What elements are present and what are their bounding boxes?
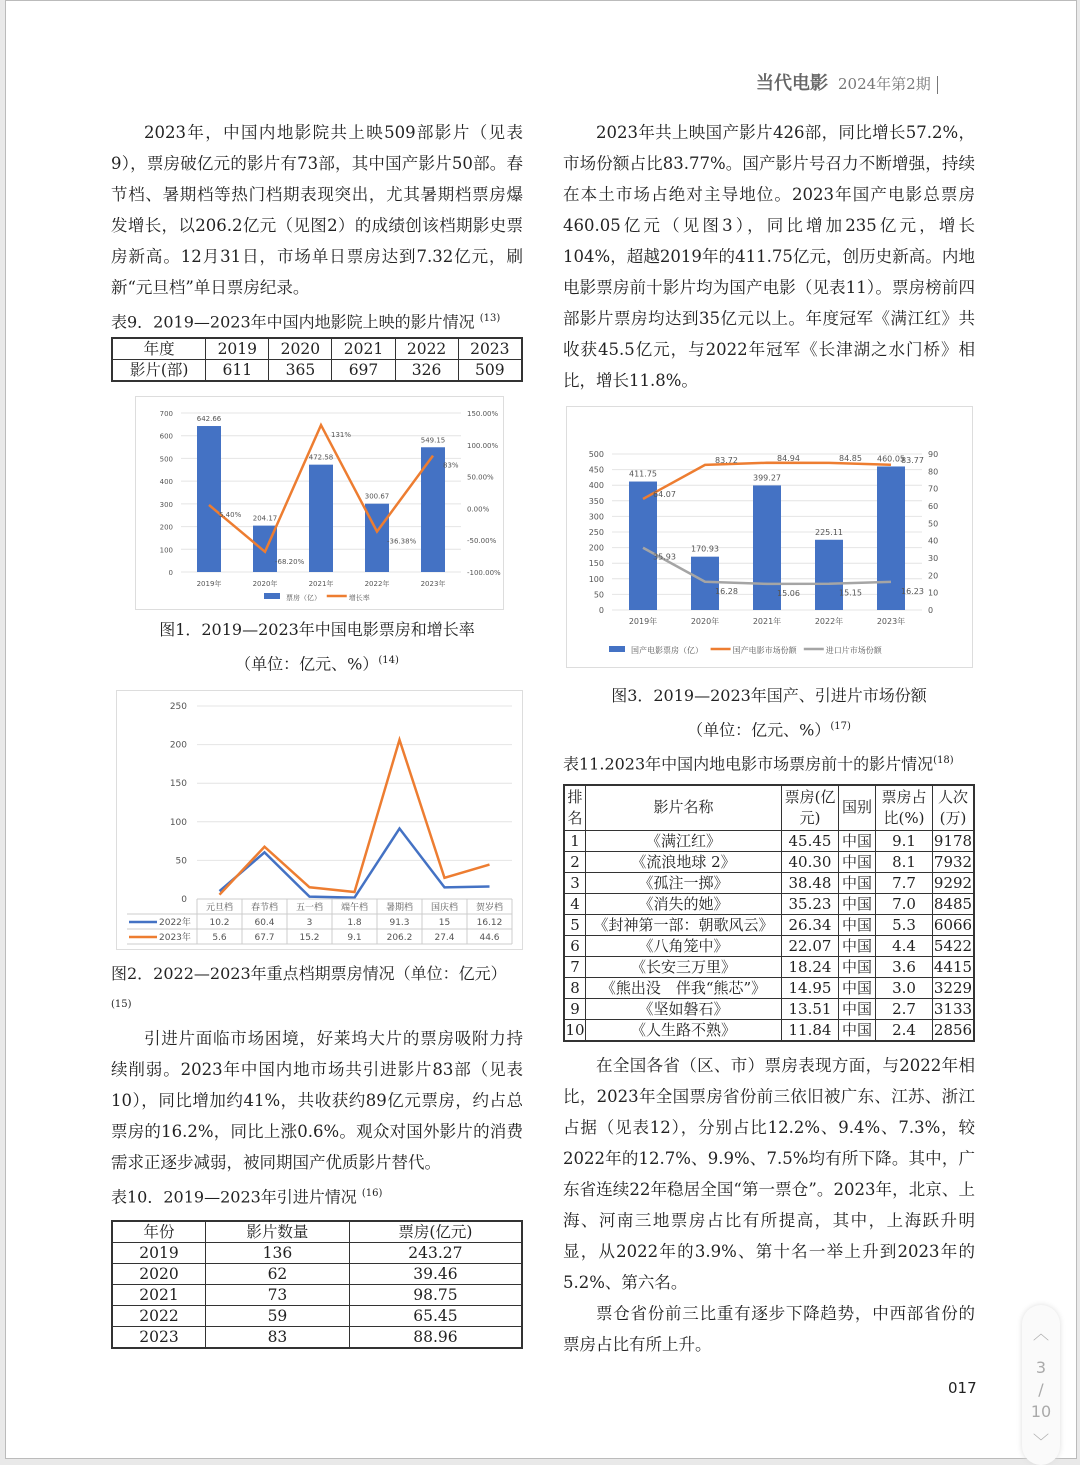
table-cell: 11.84 [782,1019,839,1041]
series-line [220,828,490,897]
y-tick-label: 200 [159,523,173,532]
table-cell: 中国 [839,830,876,851]
table-row [564,914,974,935]
data-label: 83.77 [901,455,924,465]
table-cell: 611 [206,360,269,382]
table-cell: 《熊出没 伴我“熊芯”》 [586,977,782,998]
y-tick-label: 100 [159,546,173,555]
chevron-down-icon[interactable]: ﹀ [1032,1432,1049,1451]
table-cell: 5422 [933,936,973,955]
table-cell: 《流浪地球 2》 [586,851,782,872]
table-cell: 38.48 [782,872,839,893]
table-cell: 45.45 [782,830,839,851]
paragraph: 2023年，中国内地影院共上映509部影片（见表9），票房破亿元的影片有73部，其中国产影片50部。春节档、暑期档等热门档期表现突出，尤其暑期档票房爆发增长，以206.2亿元（见图2）的成绩创该档期影史票房新高。12月31日，市场单日票房达到7.32亿元，刷新“元旦档”单日票房纪录。 [111,123,523,297]
bar [309,465,333,572]
table-cell: 7932 [933,852,973,871]
x-tick-label: 2020年 [690,617,720,626]
y-tick-label: 50 [593,590,604,600]
table-cell: 9 [564,998,586,1019]
table-cell: 中国 [839,998,876,1019]
table-value: 15 [438,917,451,928]
category-label: 暑期档 [385,902,414,913]
data-label: 35.93 [653,552,676,562]
x-tick-label: 2021年 [308,580,334,589]
table-cell: 13.51 [782,998,839,1019]
data-label: 16.28 [715,586,738,596]
table-header-row [112,1221,522,1243]
table-row [112,1243,522,1264]
table-value: 1.8 [347,917,362,928]
table-cell: 3229 [933,978,973,997]
table-value: 9.1 [347,932,362,943]
y2-tick-label: 70 [928,484,939,494]
y-tick-label: 250 [588,528,604,537]
data-label: -68.20% [275,558,305,567]
y2-tick-label: 10 [928,588,939,598]
data-label: 131% [331,431,352,440]
table-cell: 88.96 [349,1327,522,1349]
table-cell: 2020 [112,1264,206,1285]
table-cell: 4 [564,893,586,914]
footnote-ref: (13) [479,313,501,324]
table10-caption [111,1178,523,1212]
table-cell: 697 [332,360,395,382]
table-value: 91.3 [389,917,410,928]
table9 [111,337,523,382]
paragraph: 引进片面临市场困境，好莱坞大片的票房吸附力持续削弱。2023年中国内地市场共引进影片83部（见表10），同比增加约41%，共收获约89亿元票房，约占总票房的16.2%，同比上涨0.6%。观众对国外影片的消费需求正逐步减弱，被同期国产优质影片替代。 [111,1028,523,1172]
footnote-ref: (16) [361,1187,383,1199]
table-value: 16.12 [476,917,503,928]
table-cell: 8485 [933,894,973,913]
table-cell: 《人生路不熟》 [586,1019,782,1041]
legend-label: 国产电影市场份额 [732,646,797,655]
table-cell: 2 [564,851,586,872]
figure3-chart [566,406,973,668]
x-tick-label: 2019年 [628,617,658,626]
data-label: 549.15 [420,436,446,445]
data-label: 204.17 [252,514,278,523]
footnote-ref: (18) [933,755,954,767]
table-value: 67.7 [254,932,275,943]
y2-tick-label: 150.00% [467,410,499,419]
table-cell: 509 [458,360,522,382]
legend-label: 国产电影票房（亿） [631,646,703,655]
data-label: 83% [443,461,459,470]
data-label: 84.85 [839,453,862,463]
y-tick-label: 0 [598,606,604,615]
caption-text: 表11.2023年中国内地电影市场票房前十的影片情况 [563,754,934,774]
table-value: 206.2 [386,932,413,943]
table-cell: 9.1 [876,830,933,851]
table-cell: 7.0 [876,893,933,914]
data-label: 460.05 [877,454,905,464]
data-label: 84.94 [777,453,800,463]
data-label: 5.40% [219,511,242,520]
running-header [756,69,938,95]
y-tick-label: 400 [588,481,604,491]
y-tick-label: 100 [588,574,604,584]
table-row [564,956,974,977]
footnote-ref: (15) [111,998,132,1010]
data-label: 16.23 [901,586,924,596]
bar [197,426,221,572]
legend-label: 2022年 [159,917,191,928]
table-value: 15.2 [299,932,320,943]
x-tick-label: 2023年 [420,580,446,589]
table-cell: 《八角笼中》 [586,935,782,956]
table-cell: 中国 [839,956,876,977]
x-tick-label: 2021年 [752,617,782,626]
x-tick-label: 2022年 [814,617,844,626]
table-row [564,935,974,956]
category-label: 五一档 [295,902,324,913]
paragraph: 票仓省份前三比重有逐步下降趋势，中西部省份的票房占比有所上升。 [563,1303,975,1354]
table-header-cell: 国别 [839,785,876,831]
table-header-cell: 票房(亿元) [349,1221,522,1243]
table-row [564,977,974,998]
table-cell: 243.27 [349,1243,522,1264]
table-header-cell: 影片数量 [206,1221,350,1243]
category-label: 春节档 [250,902,279,913]
figure1-chart [135,396,504,610]
data-label: 642.66 [196,415,222,424]
x-tick-label: 2019年 [196,580,222,589]
table-cell: 83 [206,1327,350,1349]
left-column [111,117,523,1349]
legend-label: 2023年 [159,932,191,943]
right-column [563,117,975,1360]
table-header-row [112,338,522,360]
bar [815,540,843,610]
caption-unit: （单位：亿元、%） [235,654,379,674]
pager-separator: / [1038,1380,1044,1399]
table-value: 5.6 [212,932,227,943]
category-label: 贺岁档 [475,902,504,913]
y2-tick-label: 60 [928,502,939,511]
table-cell: 2.7 [876,998,933,1019]
y-tick-label: 350 [588,496,604,506]
table-row [112,360,522,382]
current-page: 3 [1035,1358,1047,1377]
chevron-up-icon[interactable]: ︿ [1032,1324,1049,1343]
footnote-ref: (14) [378,655,399,667]
figure1-svg [136,397,503,609]
table-header-cell: 排名 [564,785,586,831]
data-label: -36.38% [387,537,417,546]
table-header-cell: 2022 [395,338,458,360]
caption-text: 图1．2019—2023年中国电影票房和增长率 [159,620,475,640]
table-cell: 《长安三万里》 [586,956,782,977]
table-cell: 7 [564,956,586,977]
table-cell: 1 [564,830,586,851]
table-row [564,1019,974,1041]
paragraph: 2023年共上映国产影片426部，同比增长57.2%，市场份额占比83.77%。国产影片号召力不断增强，持续在本土市场占绝对主导地位。2023年国产电影总票房460.05亿元（见图3），同比增加235亿元，增长104%，超越2019年的411.75亿元，创历史新高。内地电影票房前十影片均为国产电影（见表11）。票房榜前四部影片票房均达到35亿元以上。年度冠军《满江红》共收获45.5亿元，与2022年冠军《长津湖之水门桥》相比，增长11.8%。 [563,123,975,390]
page-navigator [1022,1305,1060,1465]
table-cell: 365 [269,360,332,382]
y-tick-label: 200 [169,740,187,751]
table-cell: 2019 [112,1243,206,1264]
figure2-svg [117,691,522,949]
table-cell: 7.7 [876,872,933,893]
table-header-cell: 人次(万) [933,785,975,831]
table-cell: 中国 [839,893,876,914]
figure3-svg [567,407,972,667]
data-label: 472.58 [308,453,334,462]
table-row [112,1264,522,1285]
data-label: 170.93 [691,544,719,554]
table-cell: 62 [206,1264,350,1285]
y-tick-label: 0 [168,569,173,578]
table-cell: 2021 [112,1285,206,1306]
table-cell: 4415 [933,957,973,976]
bar [629,482,657,610]
table-header-cell: 2023 [458,338,522,360]
caption-text: 图3．2019—2023年国产、引进片市场份额 [611,686,927,705]
table-cell: 8.1 [876,851,933,872]
issue-label: 2024年第2期 [838,75,931,93]
category-label: 元旦档 [205,902,234,913]
table-cell: 《孤注一掷》 [586,872,782,893]
table-cell: 8 [564,977,586,998]
data-label: 411.75 [629,469,657,479]
table-value: 10.2 [209,917,230,928]
table-cell: 《坚如磐石》 [586,998,782,1019]
table-header-cell: 2021 [332,338,395,360]
legend-label: 票房（亿） [286,594,321,603]
y-tick-label: 250 [169,701,187,712]
table-cell: 22.07 [782,935,839,956]
y-tick-label: 700 [159,410,173,419]
table-cell: 136 [206,1243,350,1264]
table-cell: 2.4 [876,1019,933,1041]
y2-tick-label: -50.00% [467,537,497,546]
table-cell: 59 [206,1306,350,1327]
table-cell: 中国 [839,1019,876,1041]
x-tick-label: 2022年 [364,580,390,589]
data-label: 83.72 [715,455,738,465]
table-value: 3 [306,917,313,928]
table-cell: 5.3 [876,914,933,935]
fig1-caption [111,614,523,645]
table-cell: 39.46 [349,1264,522,1285]
table-header-cell: 2019 [206,338,269,360]
caption-text: 图2．2022—2023年重点档期票房情况（单位：亿元） [111,963,507,983]
table11-caption [563,745,975,779]
table-row [112,1327,522,1349]
y2-tick-label: 80 [928,467,939,477]
data-label: 399.27 [753,473,781,483]
table-row [112,1306,522,1327]
caption-unit: （单位：亿元、%） [687,720,831,740]
table-cell: 26.34 [782,914,839,935]
table-header-cell: 票房占比(%) [876,785,933,831]
fig3-unit [563,711,975,745]
table-cell: 14.95 [782,977,839,998]
table-cell: 2022 [112,1306,206,1327]
legend-label: 进口片市场份额 [825,646,882,655]
y2-tick-label: 40 [928,536,939,546]
table-cell: 9292 [933,873,973,892]
table-header-cell: 影片名称 [586,785,782,831]
fig1-unit [111,645,523,679]
data-label: 15.06 [777,588,800,598]
table-row [564,998,974,1019]
table-header-cell: 票房(亿元) [782,785,839,831]
y2-tick-label: 50 [928,519,939,529]
y-tick-label: 500 [159,455,173,464]
data-label: 225.11 [815,527,843,537]
y-tick-label: 150 [588,559,604,569]
table-cell: 2856 [933,1020,973,1039]
caption-text: 表9．2019—2023年中国内地影院上映的影片情况 [111,312,475,332]
fig3-caption [563,680,975,711]
legend-label: 增长率 [348,594,370,603]
y-tick-label: 0 [181,894,187,905]
y-tick-label: 450 [588,465,604,475]
table-cell: 6066 [933,915,973,934]
y-tick-label: 400 [159,478,173,487]
x-tick-label: 2020年 [252,580,278,589]
table-value: 60.4 [254,917,275,928]
y-tick-label: 200 [588,543,604,553]
figure2-chart [116,690,523,950]
y-tick-label: 150 [169,778,187,789]
journal-logo: 当代电影 [756,73,828,94]
table-cell: 9178 [933,831,973,850]
y-tick-label: 300 [159,501,173,510]
table9-caption [111,303,523,337]
category-label: 国庆档 [430,902,459,913]
table-cell: 3.0 [876,977,933,998]
table-cell: 73 [206,1285,350,1306]
table-row [564,851,974,872]
table-row [564,893,974,914]
data-label: 64.07 [653,489,676,499]
total-pages: 10 [1030,1402,1052,1421]
y-tick-label: 500 [588,450,604,459]
table-cell: 中国 [839,914,876,935]
table-cell: 2023 [112,1327,206,1349]
y2-tick-label: 20 [928,571,939,581]
table-cell: 中国 [839,872,876,893]
data-label: 300.67 [364,493,390,502]
table-cell: 40.30 [782,851,839,872]
y2-tick-label: 100.00% [467,442,499,451]
x-tick-label: 2023年 [876,617,906,626]
table-cell: 10 [565,1020,585,1039]
table-cell: 5 [564,914,586,935]
table-cell: 《封神第一部：朝歌风云》 [586,914,782,935]
table-cell: 《消失的她》 [586,893,782,914]
table-cell: 中国 [839,935,876,956]
y2-tick-label: 50.00% [467,473,494,482]
page-number: 017 [948,1379,977,1397]
table-cell: 35.23 [782,893,839,914]
y2-tick-label: 30 [928,554,939,563]
series-line [220,739,490,894]
table-cell: 3133 [933,999,973,1018]
table-cell: 《满江红》 [586,830,782,851]
table-header-row [564,785,974,831]
table-cell: 98.75 [349,1285,522,1306]
legend-swatch [609,646,625,652]
table-cell: 6 [564,935,586,956]
table-row [564,872,974,893]
document-page [5,0,1077,1459]
table-value: 27.4 [434,932,455,943]
table10 [111,1220,523,1349]
table-cell: 4.4 [876,935,933,956]
footnote-ref: (17) [830,721,851,732]
header-divider [937,76,938,94]
paragraph: 在全国各省（区、市）票房表现方面，与2022年相比，2023年全国票房省份前三依旧被广东、江苏、浙江占据（见表12），分别占比12.2%、9.4%、7.3%，较2022年的12.7%、9.9%、7.5%均有所下降。其中，广东省连续22年稳居全国“第一票仓”。2023年，北京、上海、河南三地票房占比有所提高，其中，上海跃升明显，从2022年的3.9%、第十名一举上升到2023年的5.2%、第六名。 [563,1055,975,1292]
y-tick-label: 600 [159,433,173,442]
caption-text: 表10．2019—2023年引进片情况 [111,1187,357,1207]
table-cell: 18.24 [782,956,839,977]
legend-swatch [264,593,280,599]
table-cell: 3 [564,872,586,893]
table-value: 44.6 [479,932,500,943]
y-tick-label: 50 [175,856,187,867]
table-cell: 影片(部) [112,360,206,382]
table-cell: 326 [395,360,458,382]
y-tick-label: 100 [169,817,187,828]
table-row [564,830,974,851]
y-tick-label: 300 [588,512,604,522]
table-header-cell: 年份 [112,1221,206,1243]
y2-tick-label: 90 [928,450,939,459]
y2-tick-label: -100.00% [467,569,501,578]
table-header-cell: 2020 [269,338,332,360]
fig2-caption [111,958,523,1023]
table-cell: 中国 [839,977,876,998]
category-label: 端午档 [340,902,369,913]
table-cell: 3.6 [876,956,933,977]
table-cell: 65.45 [349,1306,522,1327]
y2-tick-label: 0 [928,606,934,615]
data-label: 15.15 [839,588,862,598]
table11 [563,784,975,1042]
table-row [112,1285,522,1306]
table-cell: 中国 [839,851,876,872]
table-header-cell: 年度 [112,338,206,360]
y2-tick-label: 0.00% [467,505,490,514]
